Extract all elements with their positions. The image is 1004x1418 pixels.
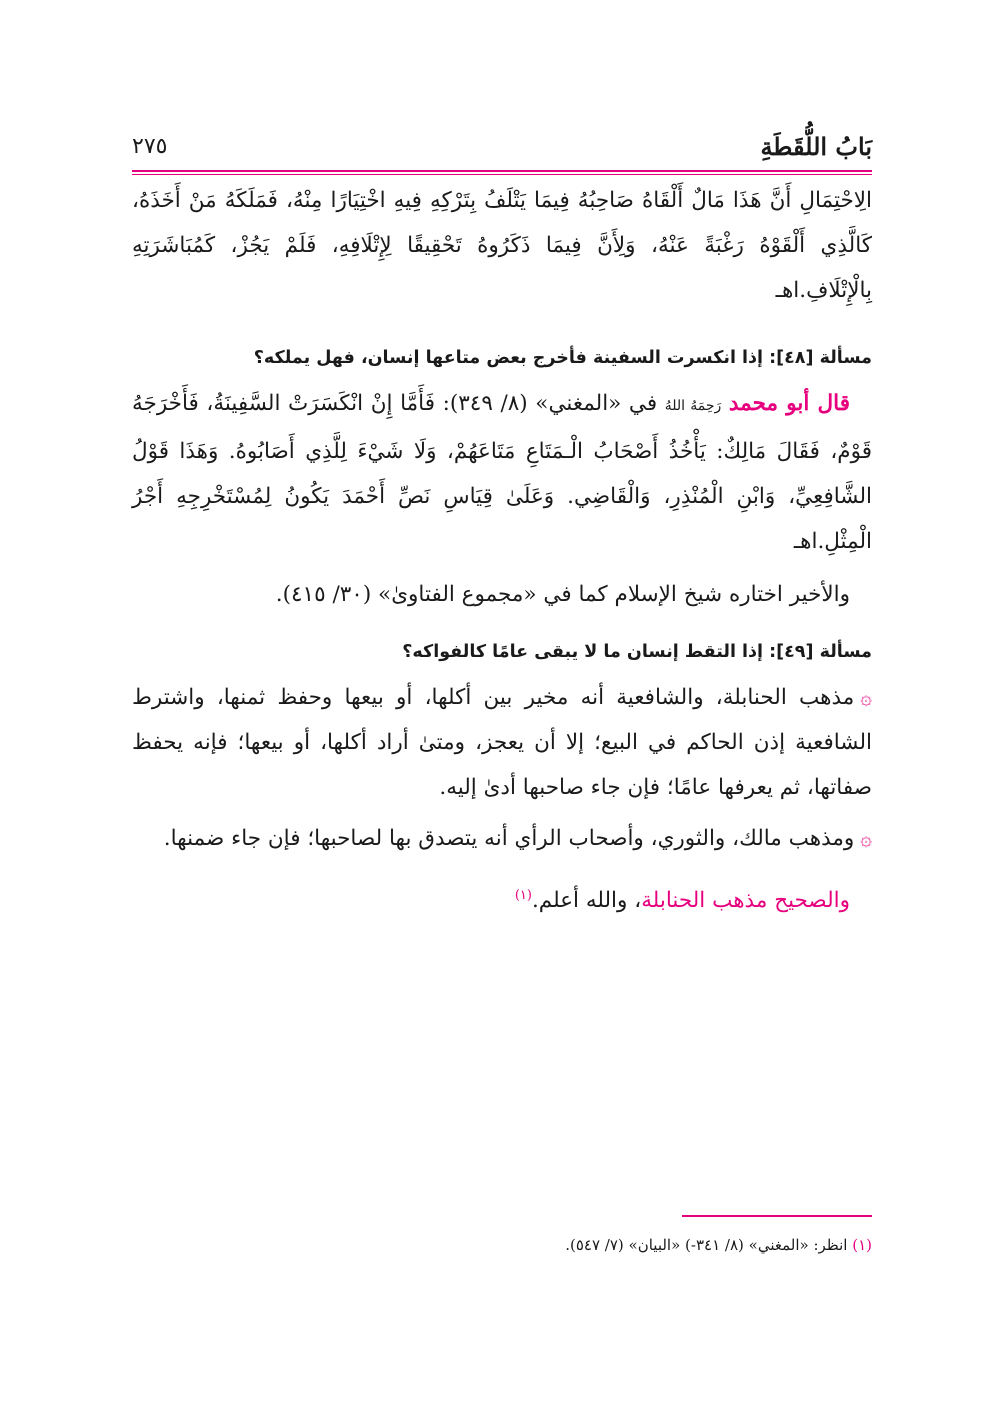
chapter-title: بَابُ اللُّقَطَةِ: [760, 131, 872, 161]
footnote-text: انظر: «المغني» (٨/ ٣٤١-) «البيان» (٧/ ٥٤٧).: [565, 1236, 848, 1254]
paragraph-1: الِاحْتِمَالِ أَنَّ هَذَا مَالٌ أَلْقَاهُ صَاحِبُهُ فِيمَا يَتْلَفُ بِتَرْكِهِ فِيهِ اخْتِيَارًا مِنْهُ، فَمَلَكَهُ مَنْ أَخَذَهُ، كَالَّذِي أَلْقَوْهُ رَغْبَةً عَنْهُ، وَلِأَنَّ فِيمَا ذَكَرُوهُ تَحْقِيقًا لِإِتْلَافِهِ، فَلَمْ يَجُزْ، كَمُبَاشَرَتِهِ بِالْإِتْلَافِ.اهـ: [132, 188, 872, 303]
footnote-number: (١): [852, 1236, 872, 1254]
paragraph-6: [132, 873, 872, 923]
footnote-divider: [682, 1215, 872, 1217]
conclusion-highlight: والصحيح مذهب الحنابلة: [641, 888, 850, 914]
ornament-icon: ۞: [860, 826, 872, 850]
page-number: ٢٧٥: [132, 133, 168, 159]
paragraph-4: [132, 675, 872, 810]
header-divider: [132, 170, 872, 175]
question-48-heading: [132, 343, 872, 373]
page-header: [132, 128, 872, 164]
question-49-text: إذا التقط إنسان ما لا يبقى عامًا كالفواكه؟: [402, 642, 764, 662]
ornament-icon: ۞: [860, 685, 872, 709]
honorific: رَحِمَهُ اللهُ: [664, 398, 722, 414]
paragraph-2: [132, 381, 872, 564]
question-49-heading: [132, 637, 872, 667]
speaker-name: قال أبو محمد: [728, 391, 850, 416]
paragraph-3: والأخير اختاره شيخ الإسلام كما في «مجموع الفتاوىٰ» (٣٠/ ٤١٥).: [275, 582, 850, 607]
conclusion-rest: ، والله أعلم.: [531, 888, 642, 914]
footnote: [132, 1232, 872, 1258]
paragraph-5-body: ومذهب مالك، والثوري، وأصحاب الرأي أنه يتصدق بها لصاحبها؛ فإن جاء ضمنها.: [163, 826, 855, 851]
question-49-label: مسألة [٤٩]:: [769, 642, 872, 662]
paragraph-2-body: في «المغني» (٨/ ٣٤٩): فَأَمَّا إِنْ انْكَسَرَتْ السَّفِينَةُ، فَأَخْرَجَهُ قَوْمٌ، فَقَالَ مَالِكٌ: يَأْخُذُ أَصْحَابُ الْـمَتَاعِ مَتَاعَهُمْ، وَلَا شَيْءَ لِلَّذِي أَصَابُوهُ. وَهَذَا قَوْلُ الشَّافِعِيِّ، وَابْنِ الْمُنْذِرِ، وَالْقَاضِي. وَعَلَىٰ قِيَاسِ نَصِّ أَحْمَدَ يَكُونُ لِمُسْتَخْرِجِهِ أَجْرُ الْمِثْلِ.اهـ: [132, 391, 872, 554]
footnote-ref[interactable]: (١): [514, 888, 532, 903]
paragraph-5: [132, 816, 872, 861]
page-body: [132, 178, 872, 923]
question-48-label: مسألة [٤٨]:: [769, 348, 872, 368]
paragraph-4-body: مذهب الحنابلة، والشافعية أنه مخير بين أكلها، أو بيعها وحفظ ثمنها، واشترط الشافعية إذن الحاكم في البيع؛ إلا أن يعجز، ومتىٰ أراد أكلها، أو بيعها؛ فإنه يحفظ صفاتها، ثم يعرفها عامًا؛ فإن جاء صاحبها أدىٰ إليه.: [132, 685, 872, 800]
question-48-text: إذا انكسرت السفينة فأخرج بعض متاعها إنسان، فهل يملكه؟: [253, 348, 764, 368]
